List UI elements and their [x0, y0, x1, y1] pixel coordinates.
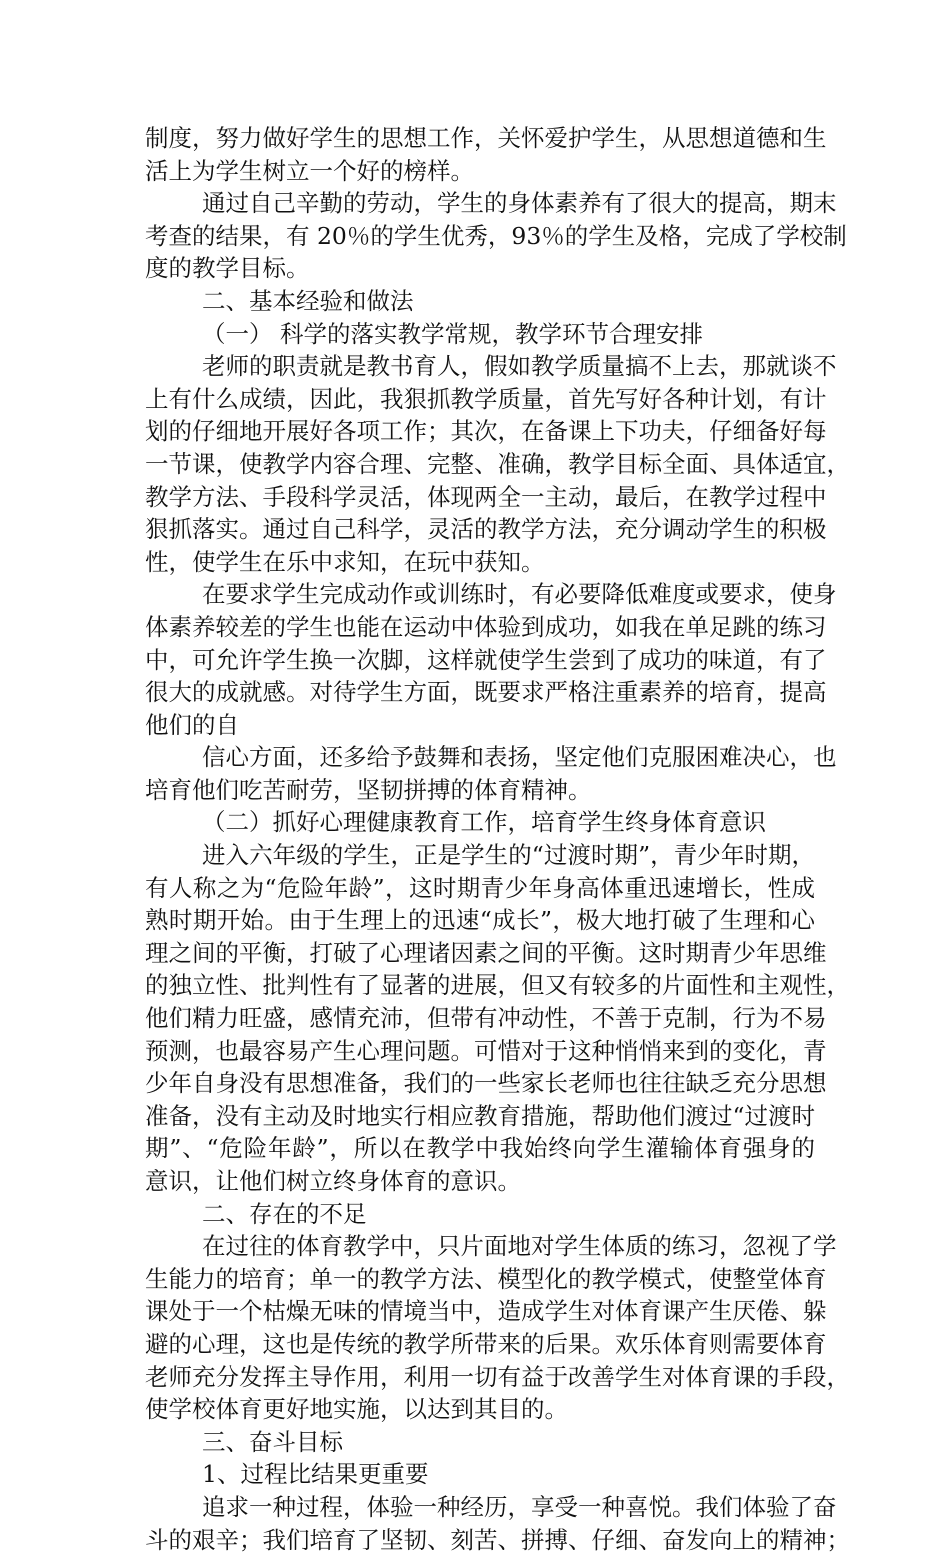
text-line: 追求一种过程，体验一种经历，享受一种喜悦。我们体验了奋 — [202, 1492, 837, 1521]
text-line: 避的心理，这也是传统的教学所带来的后果。欢乐体育则需要体育 — [145, 1329, 827, 1358]
text-line: 划的仔细地开展好各项工作；其次，在备课上下功夫，仔细备好每 — [145, 417, 827, 446]
text-line: 老师充分发挥主导作用，利用一切有益于改善学生对体育课的手段， — [145, 1362, 850, 1391]
text-line: 期”、“危险年龄”，所以在教学中我始终向学生灌输体育强身的 — [145, 1134, 815, 1163]
text-line: 考查的结果，有 20％的学生优秀，93％的学生及格，完成了学校制 — [145, 221, 847, 250]
text-line: 斗的艰辛；我们培育了坚韧、刻苦、拼搏、仔细、奋发向上的精神； — [145, 1525, 850, 1554]
text-line: （一） 科学的落实教学常规，教学环节合理安排 — [202, 319, 703, 348]
text-line: 体素养较差的学生也能在运动中体验到成功，如我在单足跳的练习 — [145, 612, 827, 641]
text-line: 预测，也最容易产生心理问题。可惜对于这种悄悄来到的变化，青 — [145, 1036, 827, 1065]
text-line: 度的教学目标。 — [145, 254, 310, 283]
text-line: 有人称之为“危险年龄”，这时期青少年身高体重迅速增长，性成 — [145, 873, 815, 902]
text-line: 二、基本经验和做法 — [202, 286, 414, 315]
text-line: 活上为学生树立一个好的榜样。 — [145, 156, 474, 185]
text-line: 准备，没有主动及时地实行相应教育措施，帮助他们渡过“过渡时 — [145, 1101, 816, 1130]
text-line: 培育他们吃苦耐劳，坚韧拼搏的体育精神。 — [145, 775, 592, 804]
text-line: 熟时期开始。由于生理上的迅速“成长”，极大地打破了生理和心 — [145, 906, 815, 935]
document-body — [145, 122, 850, 1556]
text-line: 二、存在的不足 — [202, 1199, 367, 1228]
text-line: 使学校体育更好地实施，以达到其目的。 — [145, 1395, 568, 1424]
text-line: 狠抓落实。通过自己科学，灵活的教学方法，充分调动学生的积极 — [145, 515, 827, 544]
text-line: 性，使学生在乐中求知，在玩中获知。 — [145, 547, 545, 576]
text-line: 三、奋斗目标 — [202, 1427, 343, 1456]
text-line: 生能力的培育；单一的教学方法、模型化的教学模式，使整堂体育 — [145, 1264, 827, 1293]
text-line: （二）抓好心理健康教育工作，培育学生终身体育意识 — [202, 808, 766, 837]
text-line: 一节课，使教学内容合理、完整、准确，教学目标全面、具体适宜， — [145, 449, 850, 478]
text-line: 教学方法、手段科学灵活，体现两全一主动，最后，在教学过程中 — [145, 482, 827, 511]
text-line: 的独立性、批判性有了显著的进展，但又有较多的片面性和主观性， — [145, 971, 850, 1000]
text-line: 在过往的体育教学中，只片面地对学生体质的练习，忽视了学 — [202, 1232, 837, 1261]
text-line: 很大的成就感。对待学生方面，既要求严格注重素养的培育，提高 — [145, 678, 827, 707]
text-line: 1、过程比结果更重要 — [202, 1460, 429, 1489]
text-line: 理之间的平衡，打破了心理诸因素之间的平衡。这时期青少年思维 — [145, 938, 827, 967]
text-line: 少年自身没有思想准备，我们的一些家长老师也往往缺乏充分思想 — [145, 1069, 827, 1098]
text-line: 意识，让他们树立终身体育的意识。 — [145, 1167, 521, 1195]
text-line: 上有什么成绩，因此，我狠抓教学质量，首先写好各种计划，有计 — [145, 384, 827, 413]
text-line: 信心方面，还多给予鼓舞和表扬，坚定他们克服困难决心，也 — [202, 743, 837, 772]
text-line: 老师的职责就是教书育人，假如教学质量搞不上去，那就谈不 — [202, 352, 837, 381]
text-line: 通过自己辛勤的劳动，学生的身体素养有了很大的提高，期末 — [202, 189, 837, 218]
text-line: 进入六年级的学生，正是学生的“过渡时期”，青少年时期， — [202, 841, 815, 870]
text-line: 在要求学生完成动作或训练时，有必要降低难度或要求，使身 — [202, 580, 837, 609]
text-line: 制度，努力做好学生的思想工作，关怀爱护学生，从思想道德和生 — [145, 124, 827, 152]
text-line: 他们的自 — [145, 710, 239, 739]
text-line: 中，可允许学生换一次脚，这样就使学生尝到了成功的味道，有了 — [145, 645, 827, 674]
text-line: 课处于一个枯燥无味的情境当中，造成学生对体育课产生厌倦、躲 — [145, 1297, 827, 1326]
text-line: 他们精力旺盛，感情充沛，但带有冲动性，不善于克制，行为不易 — [145, 1004, 827, 1033]
